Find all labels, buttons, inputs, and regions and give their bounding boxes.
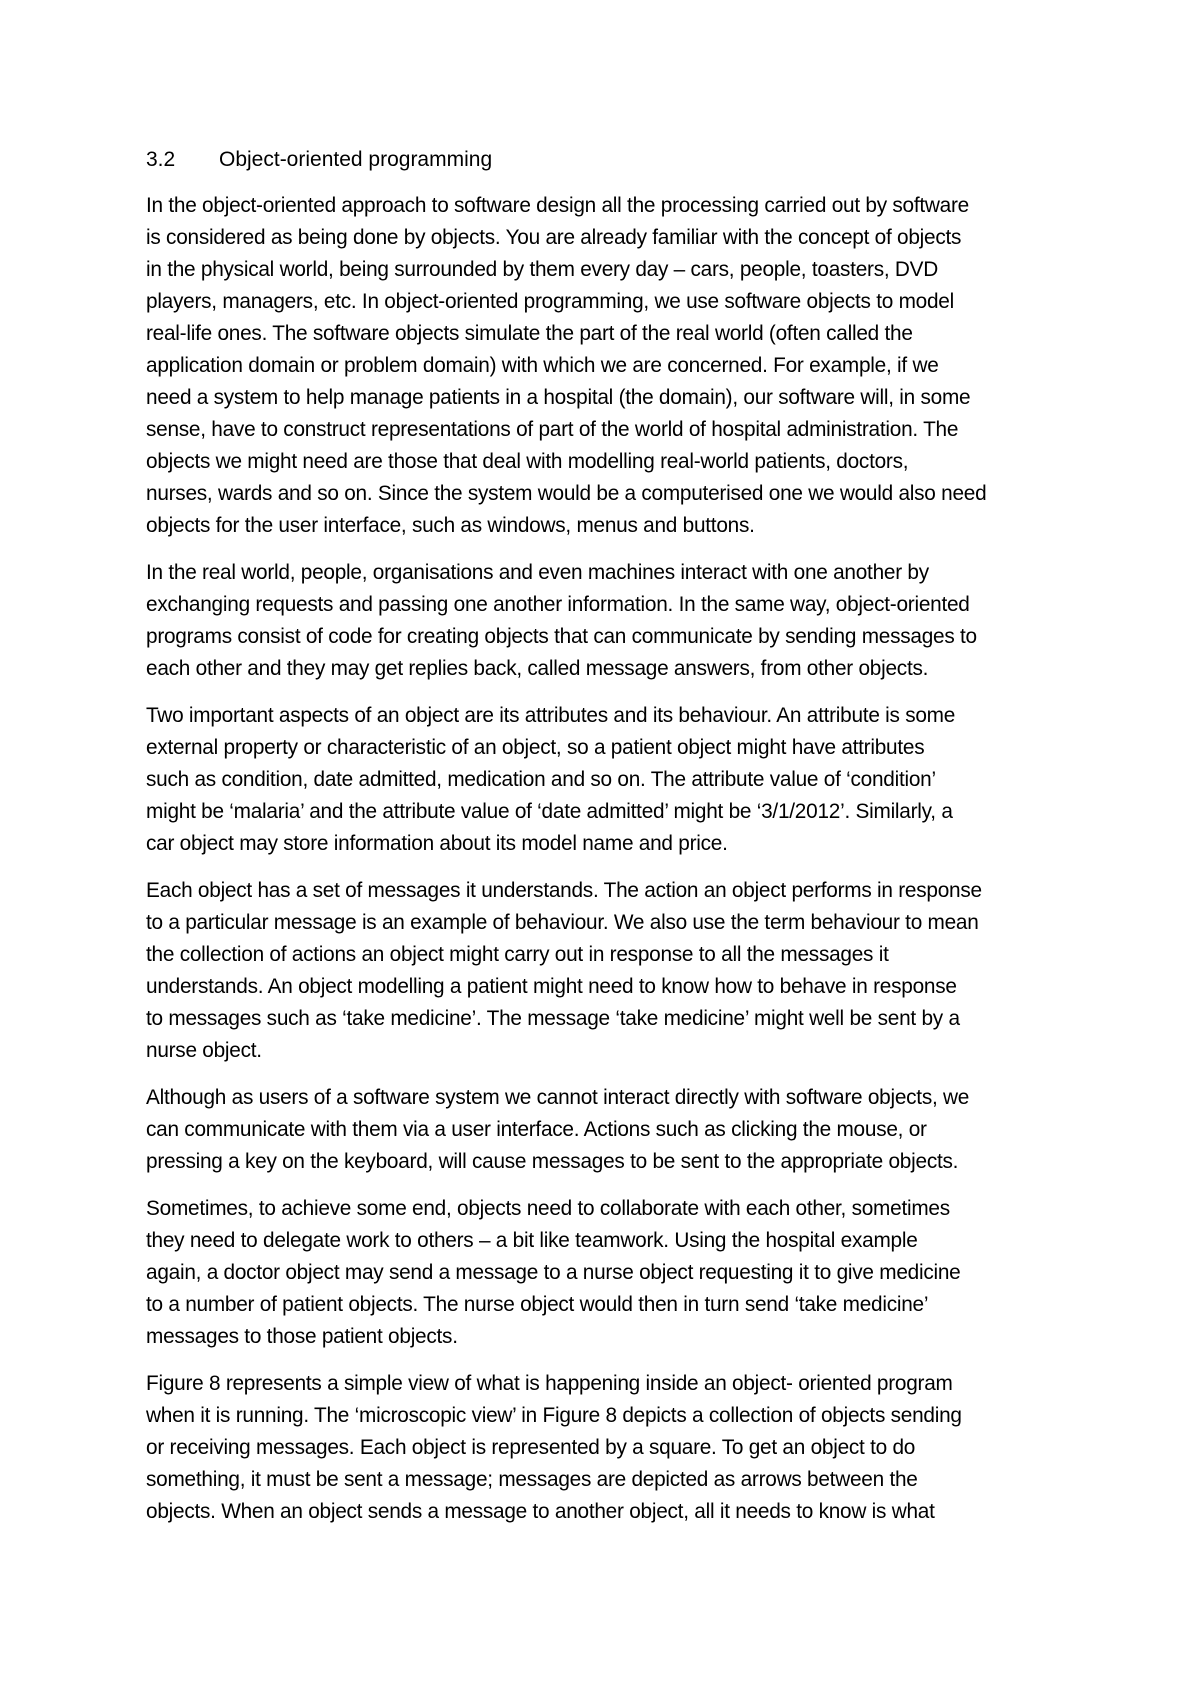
text-line: can communicate with them via a user interface. Actions such as clicking the mouse, or <box>146 1118 927 1141</box>
text-line: such as condition, date admitted, medication and so on. The attribute value of ‘condition’ <box>146 768 936 791</box>
text-line: Each object has a set of messages it understands. The action an object performs in response <box>146 879 982 902</box>
text-line: they need to delegate work to others – a bit like teamwork. Using the hospital example <box>146 1229 918 1252</box>
text-line: nurse object. <box>146 1039 262 1062</box>
text-line: when it is running. The ‘microscopic view’ in Figure 8 depicts a collection of objects sending <box>146 1404 962 1427</box>
text-line: objects we might need are those that deal with modelling real-world patients, doctors, <box>146 450 909 473</box>
paragraph-real-world-interaction <box>146 557 1081 685</box>
text-line: players, managers, etc. In object-oriented programming, we use software objects to model <box>146 290 954 313</box>
text-line: to messages such as ‘take medicine’. The message ‘take medicine’ might well be sent by a <box>146 1007 960 1030</box>
text-line: application domain or problem domain) with which we are concerned. For example, if we <box>146 354 939 377</box>
section-heading <box>146 144 1081 176</box>
text-line: to a particular message is an example of behaviour. We also use the term behaviour to mean <box>146 911 979 934</box>
text-line: the collection of actions an object might carry out in response to all the messages it <box>146 943 889 966</box>
section-title: Object-oriented programming <box>219 148 493 171</box>
text-line: each other and they may get replies back, called message answers, from other objects. <box>146 657 929 680</box>
text-line: In the real world, people, organisations and even machines interact with one another by <box>146 561 929 584</box>
text-line: or receiving messages. Each object is represented by a square. To get an object to do <box>146 1436 916 1459</box>
paragraph-messages <box>146 875 1081 1067</box>
text-line: again, a doctor object may send a message to a nurse object requesting it to give medicine <box>146 1261 961 1284</box>
text-line: programs consist of code for creating objects that can communicate by sending messages to <box>146 625 977 648</box>
section-number: 3.2 <box>146 148 176 171</box>
text-line: In the object-oriented approach to software design all the processing carried out by software <box>146 194 969 217</box>
paragraph-attributes-behaviour <box>146 700 1081 860</box>
paragraph-user-interface <box>146 1082 1081 1178</box>
text-line: need a system to help manage patients in a hospital (the domain), our software will, in some <box>146 386 971 409</box>
text-line: external property or characteristic of an object, so a patient object might have attributes <box>146 736 925 759</box>
text-line: is considered as being done by objects. You are already familiar with the concept of objects <box>146 226 962 249</box>
text-line: in the physical world, being surrounded by them every day – cars, people, toasters, DVD <box>146 258 939 281</box>
paragraph-oop-approach <box>146 190 1081 542</box>
text-line: might be ‘malaria’ and the attribute value of ‘date admitted’ might be ‘3/1/2012’. Similarly, a <box>146 800 953 823</box>
document-body <box>146 144 1081 1543</box>
text-line: something, it must be sent a message; messages are depicted as arrows between the <box>146 1468 918 1491</box>
text-line: understands. An object modelling a patient might need to know how to behave in response <box>146 975 957 998</box>
text-line: objects. When an object sends a message to another object, all it needs to know is what <box>146 1500 935 1523</box>
text-line: Two important aspects of an object are its attributes and its behaviour. An attribute is some <box>146 704 956 727</box>
text-line: real-life ones. The software objects simulate the part of the real world (often called the <box>146 322 913 345</box>
text-line: pressing a key on the keyboard, will cause messages to be sent to the appropriate objects. <box>146 1150 959 1173</box>
text-line: Sometimes, to achieve some end, objects need to collaborate with each other, sometimes <box>146 1197 950 1220</box>
text-line: exchanging requests and passing one another information. In the same way, object-oriented <box>146 593 970 616</box>
text-line: sense, have to construct representations of part of the world of hospital administration. The <box>146 418 959 441</box>
text-line: objects for the user interface, such as windows, menus and buttons. <box>146 514 755 537</box>
text-line: Although as users of a software system we cannot interact directly with software objects, we <box>146 1086 970 1109</box>
text-line: car object may store information about its model name and price. <box>146 832 728 855</box>
text-line: Figure 8 represents a simple view of what is happening inside an object- oriented program <box>146 1372 953 1395</box>
text-line: messages to those patient objects. <box>146 1325 458 1348</box>
paragraph-collaboration <box>146 1193 1081 1353</box>
text-line: to a number of patient objects. The nurse object would then in turn send ‘take medicine’ <box>146 1293 929 1316</box>
text-line: nurses, wards and so on. Since the system would be a computerised one we would also need <box>146 482 987 505</box>
paragraph-figure-8 <box>146 1368 1081 1528</box>
